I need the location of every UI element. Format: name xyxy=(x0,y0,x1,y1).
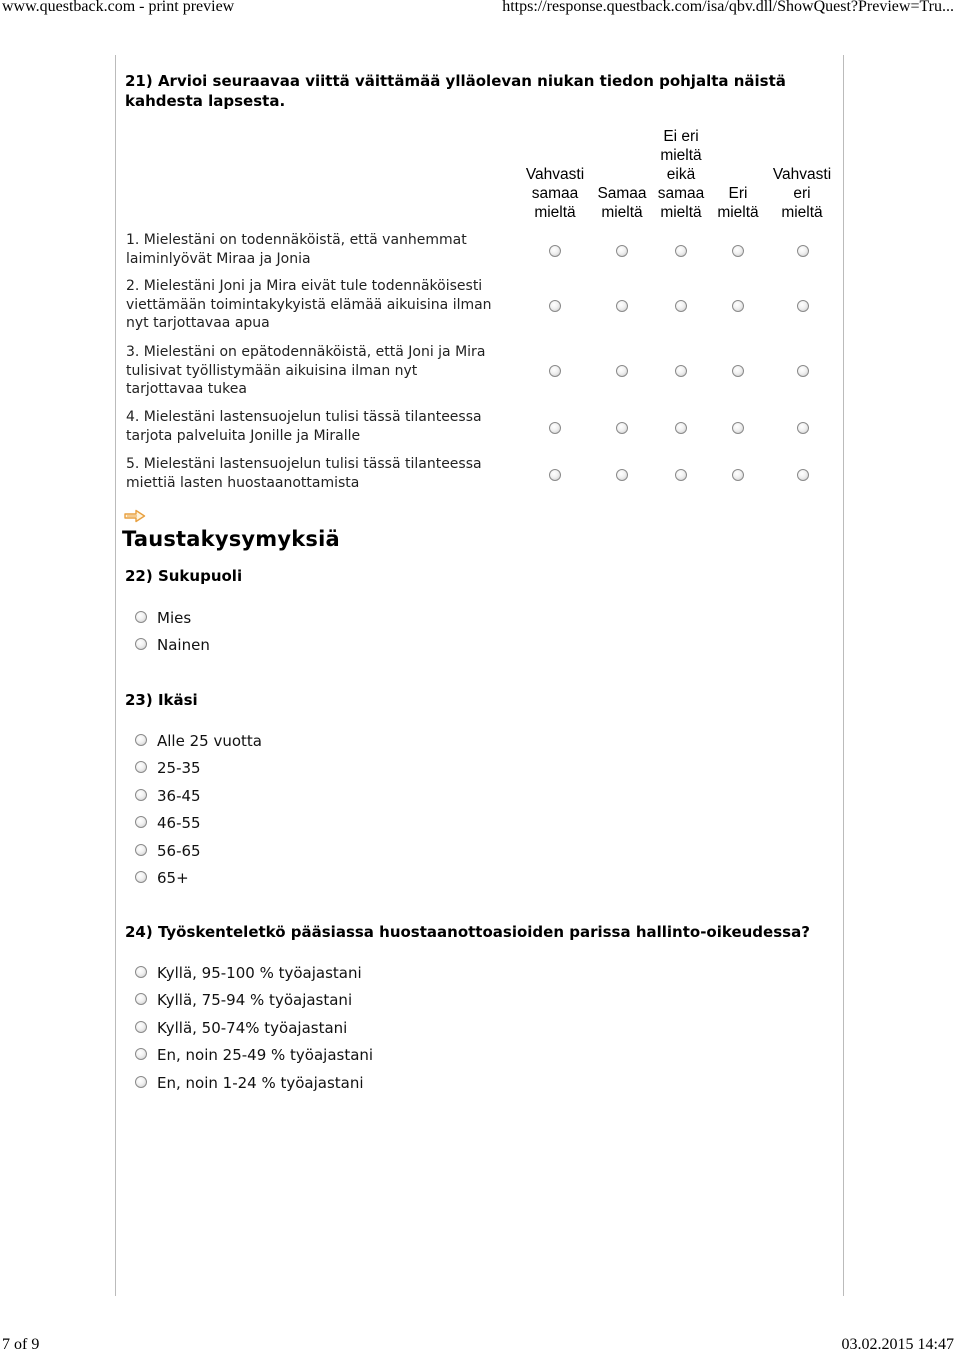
section-title: Taustakysymyksiä xyxy=(122,527,340,551)
column-header-neutral: Ei eri mieltä eikä samaa mieltä xyxy=(657,128,705,221)
radio-button[interactable] xyxy=(135,993,147,1005)
radio-button[interactable] xyxy=(135,871,147,883)
radio-button[interactable] xyxy=(135,816,147,828)
option-label: Alle 25 vuotta xyxy=(157,732,262,750)
option-label: 65+ xyxy=(157,869,189,887)
radio-button[interactable] xyxy=(135,1021,147,1033)
radio-button[interactable] xyxy=(135,966,147,978)
matrix-radio-4-agree[interactable] xyxy=(616,422,628,434)
statement-1: 1. Mielestäni on todennäköistä, että vanhemmat laiminlyövät Miraa ja Jonia xyxy=(126,232,467,267)
statement-4: 4. Mielestäni lastensuojelun tulisi tässä tilanteessa tarjota palveluita Jonille ja Miralle xyxy=(126,409,482,444)
radio-button[interactable] xyxy=(135,844,147,856)
matrix-radio-4-neutral[interactable] xyxy=(675,422,687,434)
column-header-strongly-disagree: Vahvasti eri mieltä xyxy=(772,166,832,221)
statement-5: 5. Mielestäni lastensuojelun tulisi tässä tilanteessa miettiä lasten huostaanottamista xyxy=(126,456,482,491)
radio-button[interactable] xyxy=(135,789,147,801)
matrix-radio-5-strongly-agree[interactable] xyxy=(549,469,561,481)
matrix-radio-2-disagree[interactable] xyxy=(732,300,744,312)
radio-button[interactable] xyxy=(135,761,147,773)
matrix-radio-5-disagree[interactable] xyxy=(732,469,744,481)
matrix-radio-1-agree[interactable] xyxy=(616,245,628,257)
matrix-radio-4-disagree[interactable] xyxy=(732,422,744,434)
option-label: En, noin 25-49 % työajastani xyxy=(157,1046,374,1064)
matrix-radio-5-agree[interactable] xyxy=(616,469,628,481)
column-header-disagree: Eri mieltä xyxy=(717,185,759,221)
print-header-address: https://response.questback.com/isa/qbv.dll/ShowQuest?Preview=Tru... xyxy=(502,0,954,15)
option-label: 25-35 xyxy=(157,759,201,777)
option-label: 56-65 xyxy=(157,842,201,860)
matrix-radio-4-strongly-disagree[interactable] xyxy=(797,422,809,434)
matrix-radio-3-strongly-agree[interactable] xyxy=(549,365,561,377)
column-header-strongly-agree: Vahvasti samaa mieltä xyxy=(525,166,585,221)
matrix-radio-1-strongly-agree[interactable] xyxy=(549,245,561,257)
radio-button[interactable] xyxy=(135,611,147,623)
matrix-radio-4-strongly-agree[interactable] xyxy=(549,422,561,434)
option-label: Mies xyxy=(157,609,192,627)
print-header xyxy=(0,0,960,18)
matrix-radio-1-disagree[interactable] xyxy=(732,245,744,257)
page-number: 7 of 9 xyxy=(2,1336,40,1353)
arrow-right-icon xyxy=(124,509,146,523)
matrix-radio-3-neutral[interactable] xyxy=(675,365,687,377)
matrix-radio-3-strongly-disagree[interactable] xyxy=(797,365,809,377)
option-label: Kyllä, 75-94 % työajastani xyxy=(157,991,353,1009)
statement-3: 3. Mielestäni on epätodennäköistä, että Joni ja Mira tulisivat työllistymään aikuisina ilman nyt tarjottavaa tukea xyxy=(126,344,486,397)
q22-title: 22) Sukupuoli xyxy=(125,567,243,585)
column-header-agree: Samaa mieltä xyxy=(597,185,647,221)
radio-button[interactable] xyxy=(135,638,147,650)
radio-button[interactable] xyxy=(135,1048,147,1060)
statement-2: 2. Mielestäni Joni ja Mira eivät tule todennäköisesti viettämään toimintakykyistä elämää aikuisina ilman nyt tarjottavaa apua xyxy=(126,278,492,331)
print-footer xyxy=(0,1336,960,1356)
matrix-radio-5-strongly-disagree[interactable] xyxy=(797,469,809,481)
radio-button[interactable] xyxy=(135,1076,147,1088)
q23-title: 23) Ikäsi xyxy=(125,691,198,709)
matrix-radio-5-neutral[interactable] xyxy=(675,469,687,481)
matrix-radio-1-strongly-disagree[interactable] xyxy=(797,245,809,257)
matrix-radio-2-agree[interactable] xyxy=(616,300,628,312)
matrix-radio-3-agree[interactable] xyxy=(616,365,628,377)
option-label: Nainen xyxy=(157,636,210,654)
option-label: 36-45 xyxy=(157,787,201,805)
option-label: 46-55 xyxy=(157,814,201,832)
frame-right-border xyxy=(843,55,844,1296)
matrix-radio-2-strongly-disagree[interactable] xyxy=(797,300,809,312)
matrix-radio-2-strongly-agree[interactable] xyxy=(549,300,561,312)
matrix-radio-2-neutral[interactable] xyxy=(675,300,687,312)
q24-title: 24) Työskenteletkö pääsiassa huostaanottoasioiden parissa hallinto-oikeudessa? xyxy=(125,923,810,941)
option-label: Kyllä, 50-74% työajastani xyxy=(157,1019,348,1037)
option-label: En, noin 1-24 % työajastani xyxy=(157,1074,364,1092)
matrix-radio-3-disagree[interactable] xyxy=(732,365,744,377)
q21-title: 21) Arvioi seuraavaa viittä väittämää ylläolevan niukan tiedon pohjalta näistä kahdesta lapsesta. xyxy=(125,72,786,110)
print-timestamp: 03.02.2015 14:47 xyxy=(841,1336,954,1353)
option-label: Kyllä, 95-100 % työajastani xyxy=(157,964,362,982)
print-header-url: www.questback.com - print preview xyxy=(2,0,235,15)
radio-button[interactable] xyxy=(135,734,147,746)
matrix-radio-1-neutral[interactable] xyxy=(675,245,687,257)
frame-left-border xyxy=(115,55,116,1296)
